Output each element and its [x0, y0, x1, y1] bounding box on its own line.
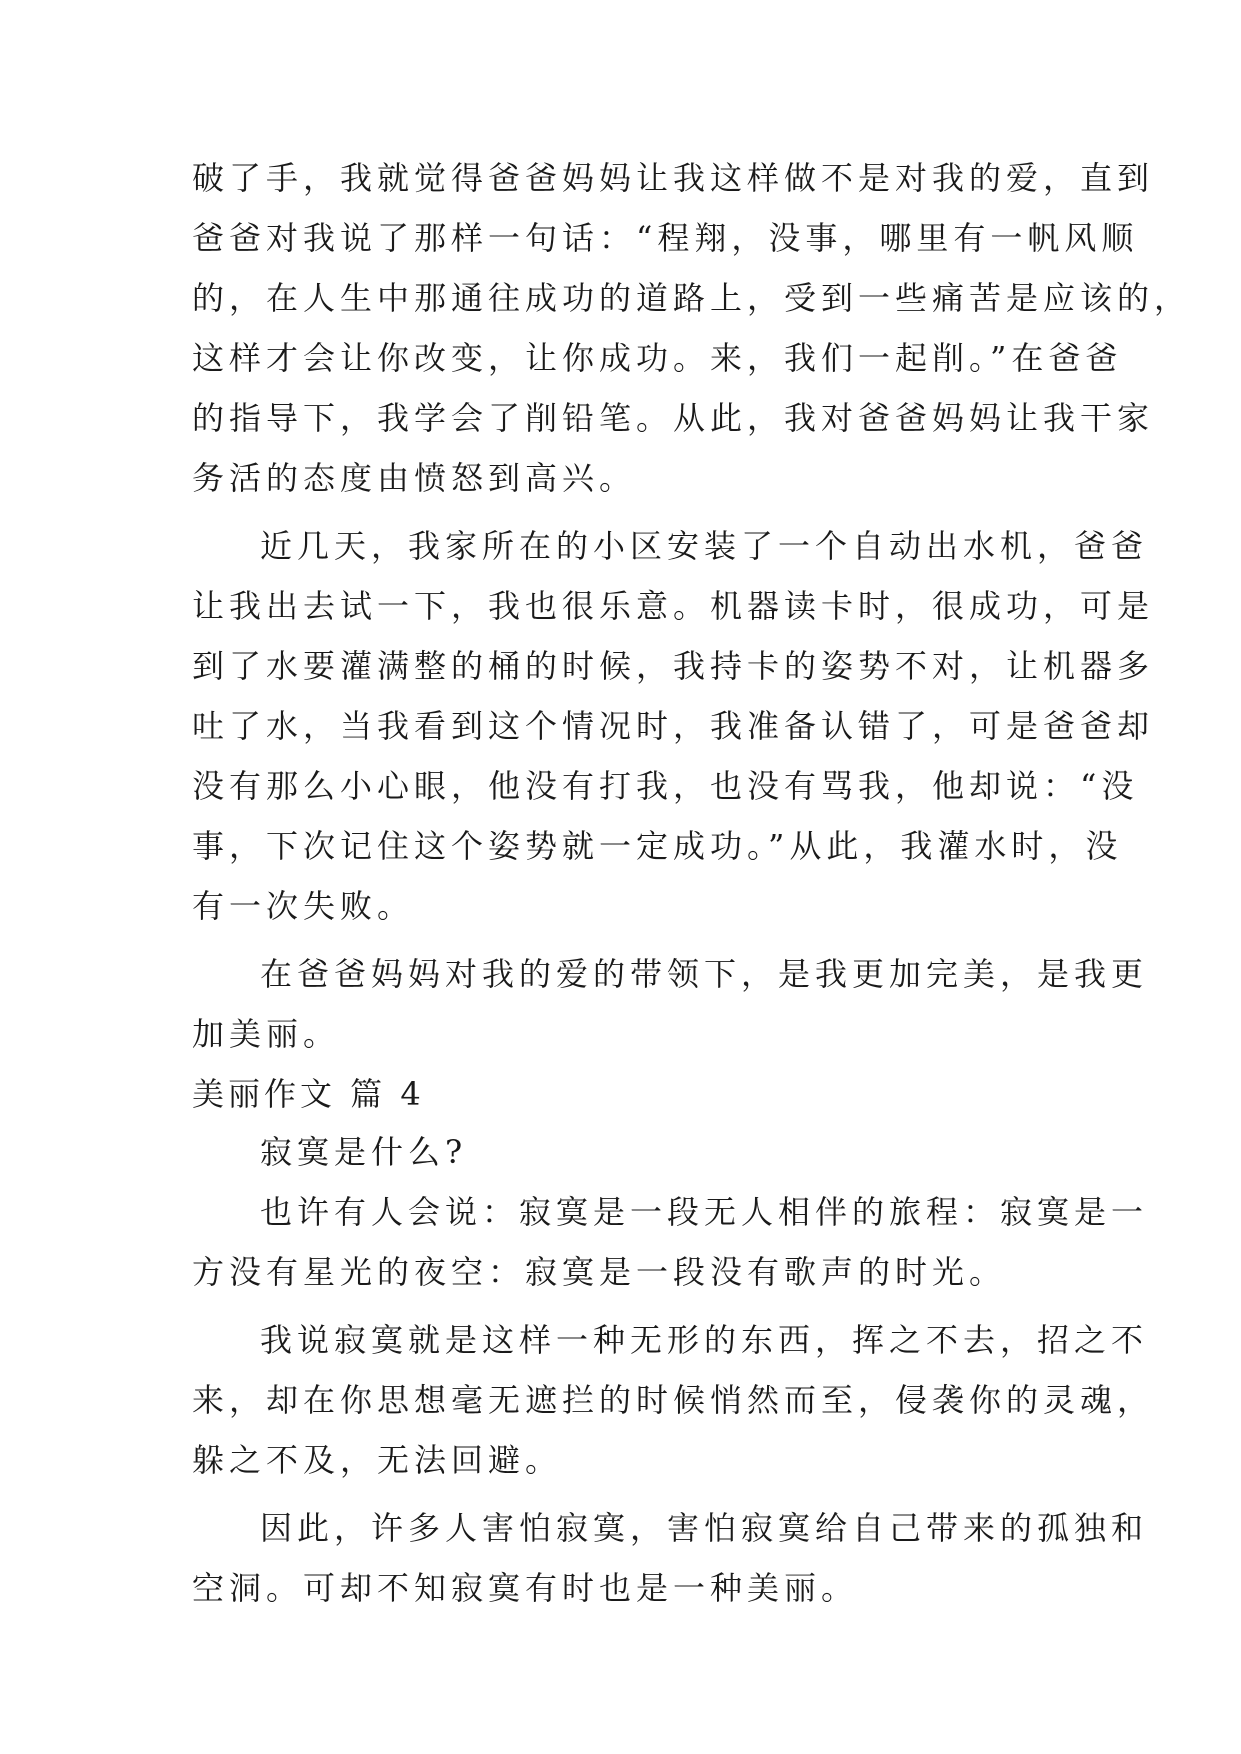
- text-line: 寂寞是什么?: [260, 1133, 468, 1171]
- text-line: 在爸爸妈妈对我的爱的带领下，是我更加完美，是我更: [260, 955, 1149, 993]
- text-line: 这样才会让你改变，让你成功。来，我们一起削。”在爸爸: [192, 339, 1123, 377]
- text-line: 让我出去试一下，我也很乐意。机器读卡时，很成功，可是: [192, 587, 1155, 625]
- document-body: [192, 158, 1192, 1628]
- text-line: 爸爸对我说了那样一句话：“程翔，没事，哪里有一帆风顺: [192, 219, 1139, 257]
- paragraph: [192, 954, 1149, 1054]
- text-line: 破了手，我就觉得爸爸妈妈让我这样做不是对我的爱，直到: [192, 159, 1155, 197]
- text-line: 空洞。可却不知寂寞有时也是一种美丽。: [192, 1569, 859, 1607]
- section-heading: 美丽作文 篇 4: [192, 1075, 425, 1113]
- paragraph: [192, 526, 1155, 926]
- paragraph: [192, 1320, 1155, 1480]
- text-line: 加美丽。: [192, 1015, 341, 1053]
- paragraph: [192, 1508, 1149, 1608]
- text-line: 吐了水，当我看到这个情况时，我准备认错了，可是爸爸却: [192, 707, 1155, 745]
- text-line: 的指导下，我学会了削铅笔。从此，我对爸爸妈妈让我干家: [192, 399, 1155, 437]
- text-line: 近几天，我家所在的小区安装了一个自动出水机，爸爸: [260, 527, 1149, 565]
- text-line: 我说寂寞就是这样一种无形的东西，挥之不去，招之不: [260, 1321, 1149, 1359]
- text-line: 的，在人生中那通往成功的道路上，受到一些痛苦是应该的，: [192, 279, 1192, 317]
- paragraph: [192, 1132, 1052, 1172]
- paragraph: [192, 1192, 1149, 1292]
- text-line: 方没有星光的夜空：寂寞是一段没有歌声的时光。: [192, 1253, 1007, 1291]
- text-line: 因此，许多人害怕寂寞，害怕寂寞给自己带来的孤独和: [260, 1509, 1149, 1547]
- text-line: 到了水要灌满整的桶的时候，我持卡的姿势不对，让机器多: [192, 647, 1155, 685]
- text-line: 也许有人会说：寂寞是一段无人相伴的旅程：寂寞是一: [260, 1193, 1149, 1231]
- text-line: 务活的态度由愤怒到高兴。: [192, 459, 637, 497]
- text-line: 来，却在你思想毫无遮拦的时候悄然而至，侵袭你的灵魂，: [192, 1381, 1155, 1419]
- text-line: 没有那么小心眼，他没有打我，也没有骂我，他却说：“没: [192, 767, 1139, 805]
- text-line: 有一次失败。: [192, 887, 415, 925]
- text-line: 事，下次记住这个姿势就一定成功。”从此，我灌水时，没: [192, 827, 1123, 865]
- paragraph: [192, 158, 1192, 498]
- text-line: 躲之不及，无法回避。: [192, 1441, 563, 1479]
